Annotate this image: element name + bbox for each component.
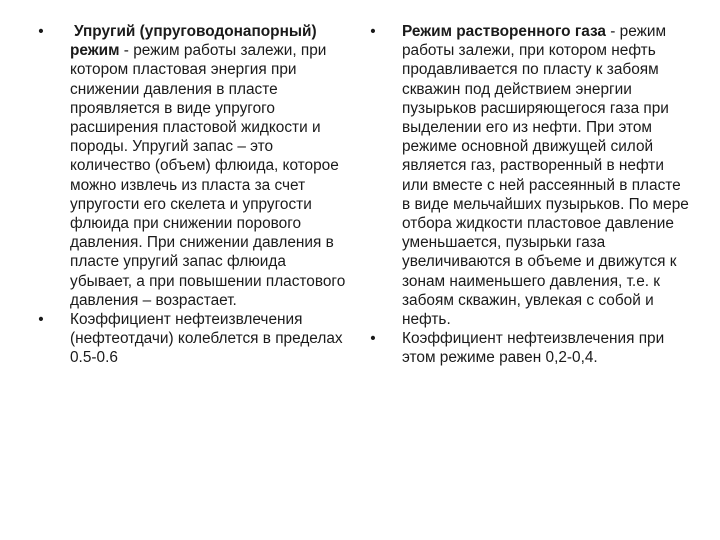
left-bullet-recovery-factor	[34, 310, 352, 368]
left-column	[34, 22, 352, 368]
elastic-mode-text: - режим работы залежи, при котором пластовая энергия при снижении давления в пласте проявляется в виде упругого расширения пластовой жидкости и породы. Упругий запас – это количество (объем) флюида, которое можно извлечь из пласта за счет упругости его скелета и упругости флюида при снижении порового давления. При снижении давления в пласте упругий запас флюида убывает, а при повышении пластового давления – возрастает.	[70, 42, 346, 309]
right-bullet-recovery-factor	[366, 329, 692, 367]
left-recovery-factor-text: Коэффициент нефтеизвлечения (нефтеотдачи) колеблется в пределах 0.5-0.6	[70, 311, 343, 367]
right-recovery-factor-text: Коэффициент нефтеизвлечения при этом режиме равен 0,2-0,4.	[402, 330, 665, 367]
bullet-icon: •	[38, 23, 44, 40]
dissolved-gas-mode-text: - режим работы залежи, при котором нефть продавливается по пласту к забоям скважин под действием энергии пузырьков расширяющегося газа при выделении его из нефти. При этом режиме основной движущей силой является газ, растворенный в нефти или вместе с ней рассеянный в пласте в виде мельчайших пузырьков. По мере отбора жидкости пластовое давление уменьшается, пузырьки газа увеличиваются в объеме и движутся к зонам наименьшего давления, т.е. к забоям скважин, увлекая с собой и нефть.	[402, 23, 689, 329]
right-bullet-dissolved-gas-mode	[366, 22, 692, 329]
elastic-mode-title: Упругий (упруговодонапорный) режим	[70, 23, 317, 60]
bullet-icon: •	[38, 311, 44, 329]
right-column	[366, 22, 692, 368]
bullet-icon: •	[370, 330, 376, 348]
dissolved-gas-mode-title: Режим растворенного газа	[402, 23, 606, 40]
bullet-icon: •	[370, 23, 376, 40]
left-bullet-elastic-mode	[34, 22, 352, 310]
